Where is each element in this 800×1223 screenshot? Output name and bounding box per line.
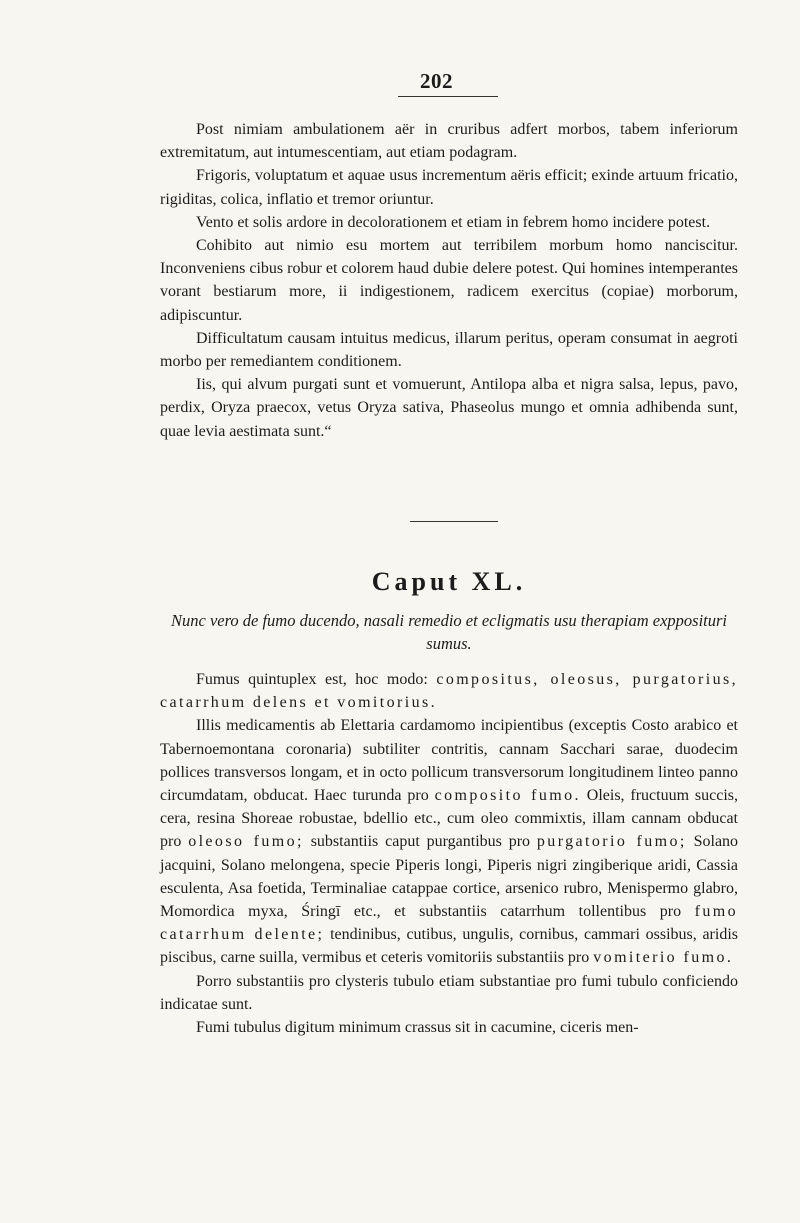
paragraph: Post nimiam ambulationem aër in cruribus adfert morbos, tabem inferiorum extremitatum, aut intumescentiam, aut etiam podagram. — [160, 121, 738, 162]
paragraph: Cohibito aut nimio esu mortem aut terribilem morbum homo nanciscitur. Inconveniens cibus robur et colorem haud dubie delere potest. Qui homines intemperantes vorant bestiarum more, ii indigestionem, radicem exercitus (copiae) morborum, adipiscuntur. — [160, 237, 738, 324]
top-text-block — [160, 118, 738, 443]
section-divider — [410, 521, 498, 522]
chapter-subtitle: Nunc vero de fumo ducendo, nasali remedio et ecligmatis usu therapiam expposituri sumus. — [170, 611, 728, 653]
paragraph: Frigoris, voluptatum et aquae usus incrementum aëris efficit; exinde artuum fricatio, rigiditas, colica, inflatio et tremor oriuntur. — [160, 167, 738, 208]
paragraph: Difficultatum causam intuitus medicus, illarum peritus, operam consumat in aegroti morbo per remediantem conditionem. — [160, 329, 738, 371]
text-run: Illis medicamentis ab Elettaria cardamomo incipientibus (exceptis Costo arabico et Tabernoemontana coronaria) subtiliter contritis, cannam Sacchari sarae, duodecim pollices transversos longam, et in octo pollicum transversorum longitudinem linteo panno circumdatam, obducat. Haec turunda pro — [160, 717, 738, 805]
page-number-rule — [398, 96, 498, 97]
text-run: Oleis, fructuum succis, cera, resina Shoreae robustae, bdellio etc., cum oleo commixtis, illam cannam obducat pro — [160, 787, 739, 851]
text-run: tendinibus, cutibus, ungulis, cornibus, cammari ossibus, aridis piscibus, carne suilla, vermibus et ceteris vomitoriis substantiis pro — [160, 926, 738, 967]
paragraph: Porro substantiis pro clysteris tubulo etiam substantiae pro fumi tubulo conficiendo indicatae sunt. — [160, 972, 738, 1013]
paragraph-fumus — [160, 668, 738, 714]
spaced-term: composito fumo. — [434, 787, 581, 805]
spaced-term: compositus, oleosus, purgatorius, catarrhum delens et vomitorius. — [160, 671, 738, 712]
spaced-term: purgatorio fumo; — [536, 833, 687, 851]
chapter-text-block — [160, 668, 738, 1039]
paragraph-illis — [160, 714, 738, 969]
spaced-term: fumo catarrhum delente; — [160, 903, 739, 944]
page-number: 202 — [420, 69, 453, 93]
text-run: substantiis caput purgantibus pro — [310, 833, 531, 851]
text-run: Solano jacquini, Solano melongena, specie Piperis longi, Piperis nigri zingiberique aridi, Cassia esculenta, Asa foetida, Terminaliae catappae cortice, arsenico rubro, Menispermo glabro, Momordica myxa, Śringī etc., et substantiis catarrhum tollentibus pro — [160, 833, 739, 921]
chapter-title: Caput XL. — [371, 567, 527, 596]
paragraph: Fumi tubulus digitum minimum crassus sit in cacumine, ciceris men- — [196, 1019, 639, 1037]
spaced-term: oleoso fumo; — [188, 833, 304, 851]
text-run: Fumus quintuplex est, hoc modo: — [196, 671, 428, 688]
paragraph: Vento et solis ardore in decolorationem et etiam in febrem homo incidere potest. — [196, 213, 711, 231]
spaced-term: vomiterio fumo. — [593, 949, 734, 967]
paragraph: Iis, qui alvum purgati sunt et vomuerunt, Antilopa alba et nigra salsa, lepus, pavo, perdix, Oryza praecox, vetus Oryza sativa, Phaseolus mungo et omnia adhibenda sunt, quae levia aestimata sunt.“ — [160, 376, 738, 440]
